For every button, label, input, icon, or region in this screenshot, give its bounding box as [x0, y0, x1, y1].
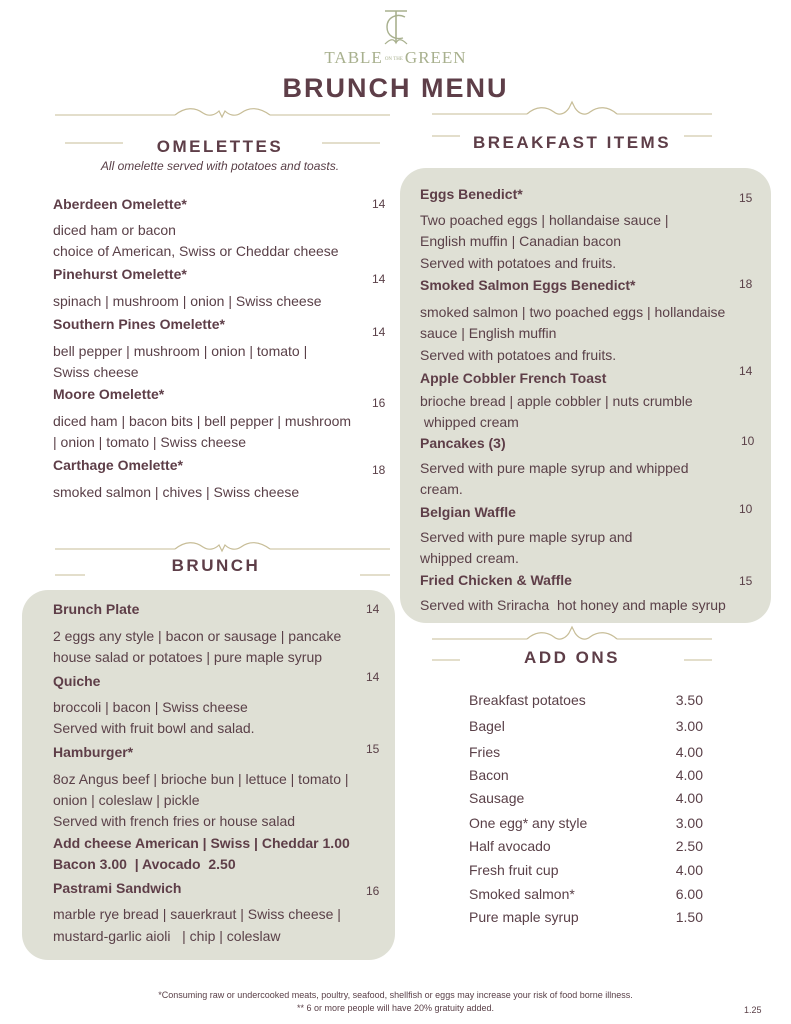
menu-item-price: 14: [372, 272, 386, 286]
menu-item-price: 10: [741, 434, 755, 448]
addon-name: Smoked salmon*: [469, 886, 575, 902]
menu-item-desc: | onion | tomato | Swiss cheese: [53, 434, 247, 450]
menu-item-extra: Bacon 3.00 | Avocado 2.50: [53, 856, 236, 872]
addon-name: Pure maple syrup: [469, 909, 579, 925]
menu-item-desc: Swiss cheese: [53, 364, 139, 380]
menu-item-desc: smoked salmon | two poached eggs | hollandaise: [420, 304, 726, 320]
menu-item-name: Hamburger*: [53, 744, 134, 760]
menu-item-desc: whipped cream: [420, 414, 519, 430]
menu-item-name: Pastrami Sandwich: [53, 880, 182, 896]
menu-item-desc: Served with pure maple syrup and whipped: [420, 460, 689, 476]
addon-price: 3.00: [675, 718, 703, 734]
menu-item-name: Eggs Benedict*: [420, 186, 523, 202]
addon-price: 4.00: [675, 790, 703, 806]
brunch-section-title: BRUNCH: [171, 556, 261, 575]
menu-item-desc: diced ham | bacon bits | bell pepper | mushroom: [53, 413, 352, 429]
addon-name: Half avocado: [469, 838, 551, 854]
addon-price: 4.00: [675, 767, 703, 783]
monogram-logo-icon: [381, 8, 411, 46]
omelettes-section-title: OMELETTES: [156, 137, 284, 156]
addon-price: 2.50: [675, 838, 703, 854]
addon-name: Bacon: [469, 767, 509, 783]
menu-item-price: 16: [372, 396, 386, 410]
menu-item-desc: choice of American, Swiss or Cheddar cheese: [53, 243, 339, 259]
menu-item-name: Fried Chicken & Waffle: [420, 572, 572, 588]
addons-section-title: ADD ONS: [524, 648, 620, 667]
menu-item-desc: Served with french fries or house salad: [53, 813, 296, 829]
menu-item-desc: broccoli | bacon | Swiss cheese: [53, 699, 248, 715]
menu-item-name: Aberdeen Omelette*: [53, 196, 187, 212]
footer-version: 1.25: [744, 1005, 762, 1015]
menu-item-price: 18: [739, 277, 753, 291]
menu-item-name: Moore Omelette*: [53, 386, 165, 402]
omelettes-subtitle: All omelette served with potatoes and toasts.: [100, 159, 340, 173]
menu-item-desc: brioche bread | apple cobbler | nuts crumble: [420, 393, 693, 409]
addon-name: One egg* any style: [469, 815, 588, 831]
menu-item-name: Apple Cobbler French Toast: [420, 370, 607, 386]
menu-item-desc: Served with potatoes and fruits.: [420, 347, 617, 363]
addon-price: 4.00: [675, 744, 703, 760]
menu-item-price: 15: [739, 191, 753, 205]
menu-item-name: Quiche: [53, 673, 101, 689]
menu-item-extra: Add cheese American | Swiss | Cheddar 1.00: [53, 835, 350, 851]
menu-item-price: 14: [739, 364, 753, 378]
addon-name: Fries: [469, 744, 501, 760]
addon-name: Sausage: [469, 790, 525, 806]
menu-item-name: Brunch Plate: [53, 601, 140, 617]
addon-price: 3.50: [675, 692, 703, 708]
menu-item-desc: 2 eggs any style | bacon or sausage | pancake: [53, 628, 342, 644]
addon-name: Bagel: [469, 718, 505, 734]
menu-item-desc: mustard-garlic aioli | chip | coleslaw: [53, 928, 281, 944]
addon-price: 4.00: [675, 862, 703, 878]
menu-item-desc: 8oz Angus beef | brioche bun | lettuce | tomato |: [53, 771, 349, 787]
menu-item-desc: sauce | English muffin: [420, 325, 557, 341]
menu-item-name: Pinehurst Omelette*: [53, 266, 187, 282]
menu-item-desc: Two poached eggs | hollandaise sauce |: [420, 212, 669, 228]
menu-item-name: Pancakes (3): [420, 435, 506, 451]
menu-item-name: Smoked Salmon Eggs Benedict*: [420, 277, 636, 293]
menu-item-desc: whipped cream.: [420, 550, 519, 566]
menu-item-desc: onion | coleslaw | pickle: [53, 792, 200, 808]
menu-item-price: 14: [372, 197, 386, 211]
menu-item-price: 15: [739, 574, 753, 588]
addon-price: 3.00: [675, 815, 703, 831]
menu-item-desc: diced ham or bacon: [53, 222, 176, 238]
menu-item-price: 14: [366, 670, 380, 684]
menu-item-name: Belgian Waffle: [420, 504, 516, 520]
menu-item-desc: marble rye bread | sauerkraut | Swiss cheese |: [53, 906, 341, 922]
addon-price: 6.00: [675, 886, 703, 902]
menu-item-price: 15: [366, 742, 380, 756]
menu-item-name: Carthage Omelette*: [53, 457, 183, 473]
brand-name: TABLE ON THE GREEN: [324, 48, 467, 67]
menu-item-price: 10: [739, 502, 753, 516]
menu-item-price: 14: [372, 325, 386, 339]
addon-price: 1.50: [675, 909, 703, 925]
page-title: BRUNCH MENU: [282, 73, 509, 103]
menu-item-desc: English muffin | Canadian bacon: [420, 233, 622, 249]
menu-item-name: Southern Pines Omelette*: [53, 316, 225, 332]
footer-gratuity-note: ** 6 or more people will have 20% gratuity added.: [296, 1003, 495, 1013]
addon-name: Fresh fruit cup: [469, 862, 559, 878]
menu-item-desc: cream.: [420, 481, 463, 497]
menu-item-desc: Served with potatoes and fruits.: [420, 255, 617, 271]
menu-item-price: 18: [372, 463, 386, 477]
breakfast-section-title: BREAKFAST ITEMS: [472, 133, 672, 152]
menu-item-price: 16: [366, 884, 380, 898]
menu-item-desc: bell pepper | mushroom | onion | tomato |: [53, 343, 308, 359]
menu-item-desc: Served with pure maple syrup and: [420, 529, 633, 545]
addon-name: Breakfast potatoes: [469, 692, 586, 708]
menu-item-desc: Served with Sriracha hot honey and maple syrup: [420, 597, 726, 613]
menu-item-desc: Served with fruit bowl and salad.: [53, 720, 255, 736]
menu-item-price: 14: [366, 602, 380, 616]
menu-item-desc: smoked salmon | chives | Swiss cheese: [53, 484, 300, 500]
footer-disclaimer: *Consuming raw or undercooked meats, poultry, seafood, shellfish or eggs may increase your risk of food borne illness.: [158, 990, 633, 1000]
menu-item-desc: spinach | mushroom | onion | Swiss cheese: [53, 293, 322, 309]
menu-item-desc: house salad or potatoes | pure maple syrup: [53, 649, 323, 665]
